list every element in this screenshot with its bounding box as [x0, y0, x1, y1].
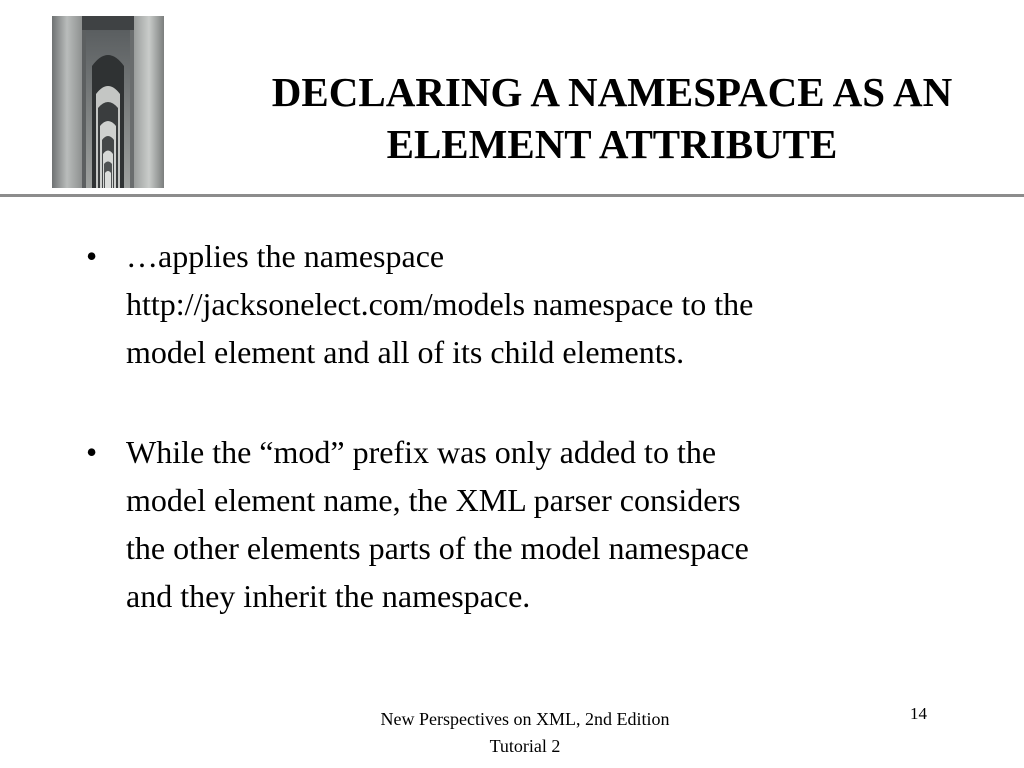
slide-title-line: DECLARING A NAMESPACE AS AN	[271, 69, 953, 115]
slide-title-line: ELEMENT ATTRIBUTE	[386, 121, 838, 167]
bullet-text-line: While the “mod” prefix was only added to the	[126, 434, 717, 470]
bullet-text-line: http://jacksonelect.com/models namespace to the	[126, 286, 754, 322]
bullet-item	[86, 428, 936, 620]
slide-title	[180, 66, 1024, 170]
bridge-arches-photo	[52, 16, 164, 188]
page-number: 14	[910, 704, 927, 723]
bullet-text-line: model element name, the XML parser considers	[126, 482, 741, 518]
bullet-marker: •	[86, 238, 98, 274]
bullet-text-line: model element and all of its child elements.	[126, 334, 685, 370]
title-divider	[0, 194, 1024, 197]
bullet-marker: •	[86, 434, 98, 470]
bullet-text-line: …applies the namespace	[126, 238, 445, 274]
footer-book-title: New Perspectives on XML, 2nd Edition	[380, 709, 670, 729]
bullet-item	[86, 232, 936, 376]
footer-tutorial: Tutorial 2	[489, 736, 561, 756]
bullet-list	[86, 232, 936, 672]
bullet-text-line: and they inherit the namespace.	[126, 578, 531, 614]
bullet-text-line: the other elements parts of the model namespace	[126, 530, 749, 566]
slide-footer	[300, 706, 750, 760]
